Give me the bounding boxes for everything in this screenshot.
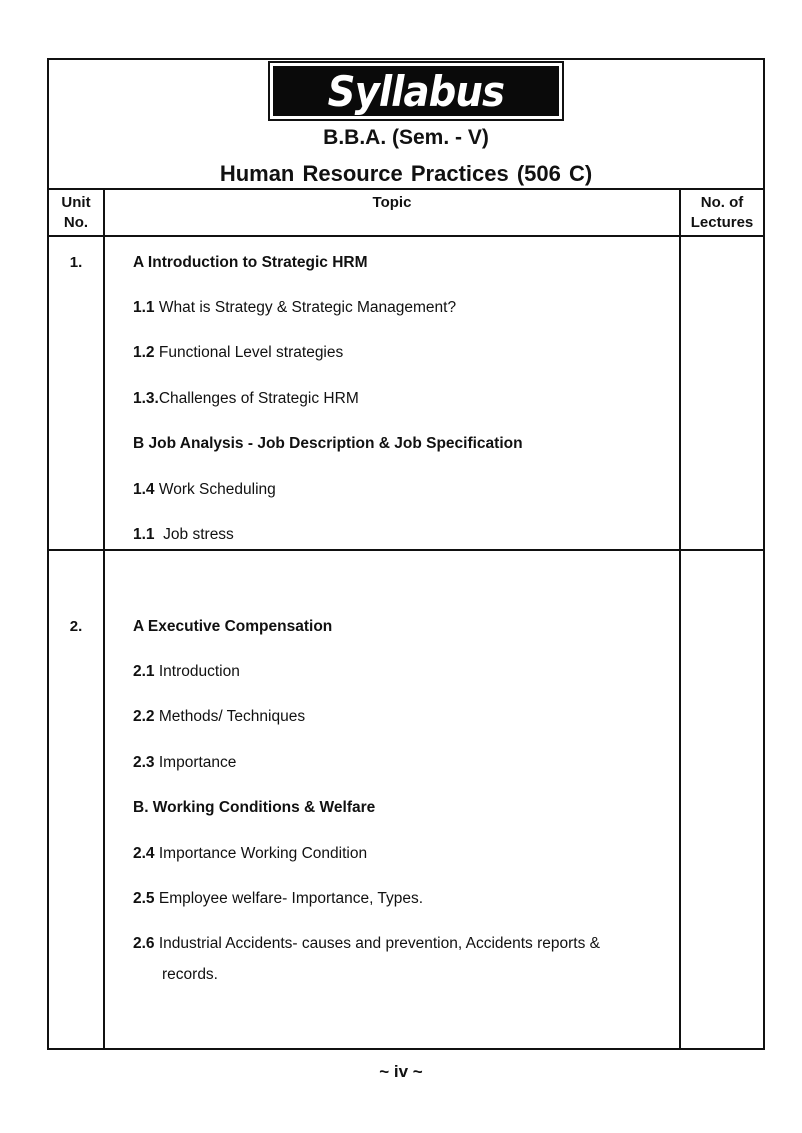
topic-item: 2.4 Importance Working Condition: [133, 845, 368, 862]
topic-item: 2.1 Introduction: [133, 663, 240, 680]
syllabus-logo: [268, 61, 564, 121]
unit-number-2: 2.: [69, 618, 83, 635]
syllabus-logo-text: Syllabus: [327, 66, 505, 116]
topic-item: 2.3 Importance: [133, 754, 237, 771]
unit-1-section-a: A Introduction to Strategic HRM: [133, 254, 368, 271]
topic-item: 1.1 Job stress: [133, 526, 234, 543]
unit-number-1: 1.: [69, 254, 83, 271]
topic-item: 2.5 Employee welfare- Importance, Types.: [133, 890, 424, 907]
topic-item: 1.4 Work Scheduling: [133, 481, 276, 498]
topic-item: 2.6 Industrial Accidents- causes and prevention, Accidents reports & records.: [133, 935, 600, 983]
table-header-rule: [49, 235, 763, 237]
unit-2-section-b: B. Working Conditions & Welfare: [133, 799, 376, 816]
topic-item: 2.2 Methods/ Techniques: [133, 708, 306, 725]
syllabus-header: [49, 60, 763, 190]
subject-title: Human Resource Practices (506 C): [219, 161, 593, 186]
lectures-header: No. of Lectures: [690, 194, 754, 231]
unit-2-section-a: A Executive Compensation: [133, 618, 333, 635]
lectures-column-rule: [679, 188, 681, 1050]
topic-item: 1.2 Functional Level strategies: [133, 344, 344, 361]
header-rule: [49, 188, 763, 190]
page-number: ~ iv ~: [379, 1062, 423, 1081]
syllabus-frame: [47, 58, 765, 1050]
unit-1-section-b: B Job Analysis - Job Description & Job Specification: [133, 435, 523, 452]
topic-item: 1.1 What is Strategy & Strategic Management?: [133, 299, 457, 316]
course-title: B.B.A. (Sem. - V): [323, 126, 489, 149]
unit-divider-rule: [49, 549, 763, 551]
unit-column-rule: [103, 188, 105, 1050]
topic-header: Topic: [372, 194, 412, 211]
topic-item: 1.3.Challenges of Strategic HRM: [133, 390, 359, 407]
unit-header: Unit No.: [61, 194, 91, 231]
